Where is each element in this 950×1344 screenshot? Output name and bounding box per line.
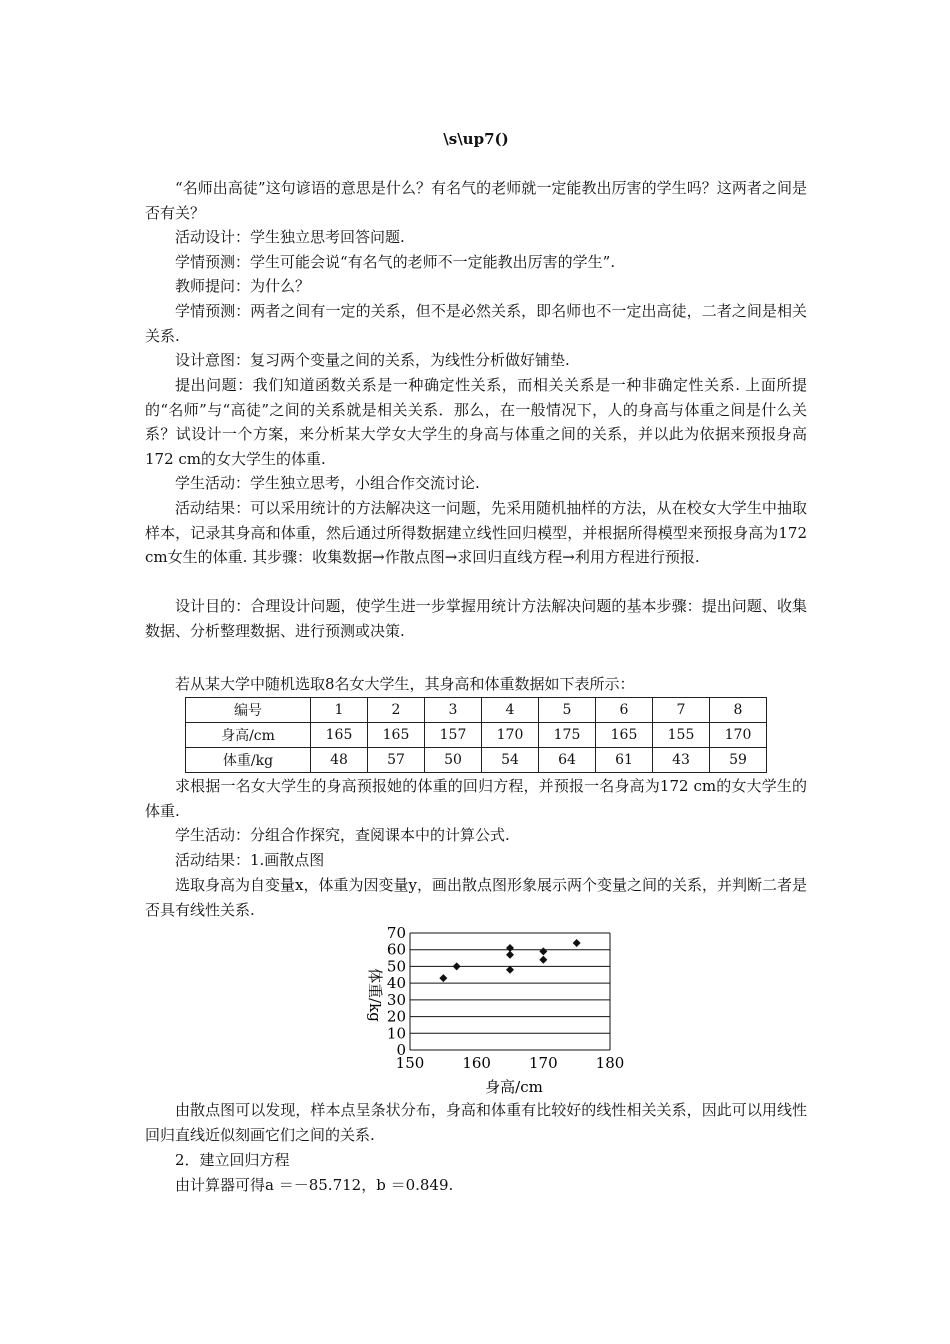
y-tick-label: 40 <box>386 974 406 993</box>
y-tick-label: 0 <box>396 1041 406 1059</box>
table-cell: 165 <box>596 723 653 748</box>
table-cell: 48 <box>311 748 368 773</box>
intro-question: “名师出高徒”这句谚语的意思是什么？有名气的老师就一定能教出厉害的学生吗？这两者之间是否有关？ <box>145 179 807 222</box>
table-cell: 7 <box>653 698 710 723</box>
table-cell: 170 <box>710 723 767 748</box>
question-text: 求根据一名女大学生的身高预报她的体重的回归方程，并预报一名身高为172 cm的女大学生的体重. <box>145 777 807 820</box>
table-cell: 54 <box>482 748 539 773</box>
data-point <box>439 974 447 982</box>
table-row-heights <box>186 723 767 748</box>
y-tick-label: 20 <box>386 1007 406 1026</box>
activity-design: 活动设计：学生独立思考回答问题. <box>175 228 405 246</box>
activity-result-1: 活动结果：可以采用统计的方法解决这一问题，先采用随机抽样的方法，从在校女大学生中抽取样本，记录其身高和体重，然后通过所得数据建立线性回归模型，并根据所得模型来预报身高为172 cm女生的体重. 其步骤：收集数据→作散点图→求回归直线方程→利用方程进行预报. <box>145 499 807 566</box>
y-axis-label: 体重/kg <box>366 968 384 1022</box>
student-activity-1: 学生活动：学生独立思考，小组合作交流讨论. <box>175 474 480 492</box>
y-tick-label: 50 <box>386 957 406 976</box>
row-label: 身高/cm <box>186 723 311 748</box>
table-cell: 155 <box>653 723 710 748</box>
y-tick-label: 10 <box>386 1024 406 1043</box>
table-cell: 61 <box>596 748 653 773</box>
activity-result-2: 活动结果：1.画散点图 <box>175 851 325 869</box>
table-cell: 4 <box>482 698 539 723</box>
table-row-ids <box>186 698 767 723</box>
prediction-1: 学情预测：学生可能会说“有名气的老师不一定能教出厉害的学生”. <box>175 253 616 271</box>
table-cell: 157 <box>425 723 482 748</box>
table-cell: 2 <box>368 698 425 723</box>
data-point <box>453 962 461 970</box>
teacher-question: 教师提问：为什么？ <box>175 277 311 295</box>
row-label: 体重/kg <box>186 748 311 773</box>
design-intent: 设计意图：复习两个变量之间的关系，为线性分析做好铺垫. <box>175 351 570 369</box>
data-table <box>185 697 767 773</box>
table-cell: 165 <box>368 723 425 748</box>
data-point <box>506 944 514 952</box>
x-tick-label: 150 <box>395 1054 425 1072</box>
table-cell: 175 <box>539 723 596 748</box>
scatter-instruction: 选取身高为自变量x，体重为因变量y，画出散点图形象展示两个变量之间的关系，并判断二者是否具有线性关系. <box>145 876 807 919</box>
table-cell: 57 <box>368 748 425 773</box>
student-activity-2: 学生活动：分组合作探究，查阅课本中的计算公式. <box>175 826 510 844</box>
data-point <box>573 939 581 947</box>
scatter-conclusion: 由散点图可以发现，样本点呈条状分布，身高和体重有比较好的线性相关关系，因此可以用线性回归直线近似刻画它们之间的关系. <box>145 1101 807 1144</box>
table-cell: 8 <box>710 698 767 723</box>
x-tick-label: 180 <box>595 1054 625 1072</box>
y-tick-label: 60 <box>386 940 406 959</box>
table-cell: 165 <box>311 723 368 748</box>
table-cell: 64 <box>539 748 596 773</box>
table-cell: 50 <box>425 748 482 773</box>
data-point <box>539 956 547 964</box>
row-label: 编号 <box>186 698 311 723</box>
y-tick-label: 30 <box>386 990 406 1009</box>
x-tick-label: 170 <box>529 1054 558 1072</box>
y-tick-label: 70 <box>386 924 406 942</box>
scatter-chart <box>360 920 630 1100</box>
data-point <box>539 947 547 955</box>
table-cell: 5 <box>539 698 596 723</box>
regression-result: 由计算器可得a ＝－85.712，b ＝0.849. <box>175 1176 454 1194</box>
data-point <box>506 966 514 974</box>
table-cell: 59 <box>710 748 767 773</box>
table-cell: 43 <box>653 748 710 773</box>
table-row-weights <box>186 748 767 773</box>
design-goal: 设计目的：合理设计问题，使学生进一步掌握用统计方法解决问题的基本步骤：提出问题、收集数据、分析整理数据、进行预测或决策. <box>145 597 807 640</box>
page-title: \s\up7() <box>443 130 509 148</box>
x-axis-label: 身高/cm <box>485 1078 543 1096</box>
x-tick-label: 160 <box>462 1054 491 1072</box>
table-cell: 6 <box>596 698 653 723</box>
table-intro: 若从某大学中随机选取8名女大学生，其身高和体重数据如下表所示： <box>175 675 635 693</box>
table-cell: 3 <box>425 698 482 723</box>
prediction-2: 学情预测：两者之间有一定的关系，但不是必然关系，即名师也不一定出高徒，二者之间是相关关系. <box>145 302 807 345</box>
problem-statement: 提出问题：我们知道函数关系是一种确定性关系，而相关关系是一种非确定性关系. 上面所提的“名师”与“高徒”之间的关系就是相关关系．那么，在一般情况下，人的身高与体重之间是什么关系？试设计一个方案，来分析某大学女大学生的身高与体重之间的关系，并以此为依据来预报身高172 cm的女大学生的体重. <box>145 376 807 468</box>
table-cell: 170 <box>482 723 539 748</box>
table-cell: 1 <box>311 698 368 723</box>
step-2-heading: 2．建立回归方程 <box>175 1151 290 1169</box>
